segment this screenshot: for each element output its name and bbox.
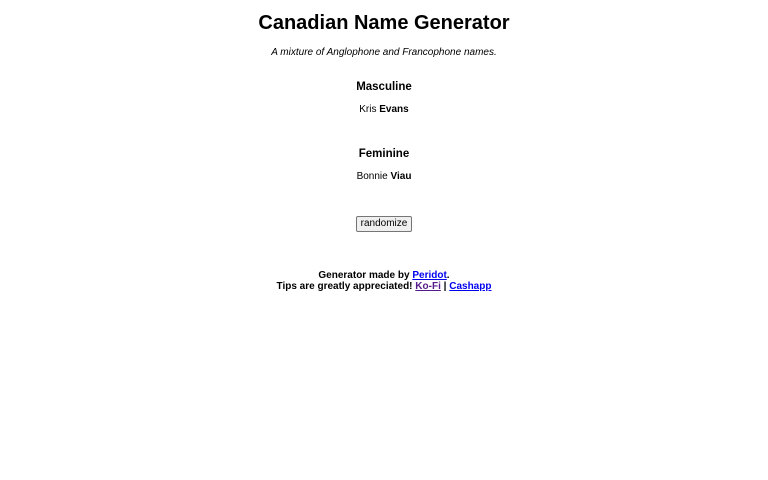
credit-prefix: Generator made by (318, 270, 410, 281)
page-subtitle: A mixture of Anglophone and Francophone names. (271, 47, 497, 58)
kofi-link[interactable]: Ko-Fi (415, 281, 441, 292)
masculine-first-name: Kris (359, 104, 377, 115)
credit-suffix: . (446, 270, 450, 281)
credit-line (0, 270, 768, 281)
masculine-name (0, 103, 768, 116)
feminine-name (0, 170, 768, 183)
feminine-last-name: Viau (390, 171, 412, 182)
randomize-button[interactable]: randomize (356, 216, 413, 232)
masculine-last-name: Evans (379, 104, 409, 115)
tips-line (0, 281, 768, 292)
link-separator: | (443, 281, 447, 292)
masculine-heading: Masculine (356, 81, 412, 93)
page-title: Canadian Name Generator (258, 12, 510, 34)
tips-text: Tips are greatly appreciated! (276, 281, 413, 292)
feminine-first-name: Bonnie (356, 171, 388, 182)
cashapp-link[interactable]: Cashapp (449, 281, 492, 292)
feminine-heading: Feminine (358, 148, 410, 160)
author-link[interactable]: Peridot (412, 270, 447, 281)
footer (0, 270, 768, 292)
randomize-container (0, 213, 768, 232)
